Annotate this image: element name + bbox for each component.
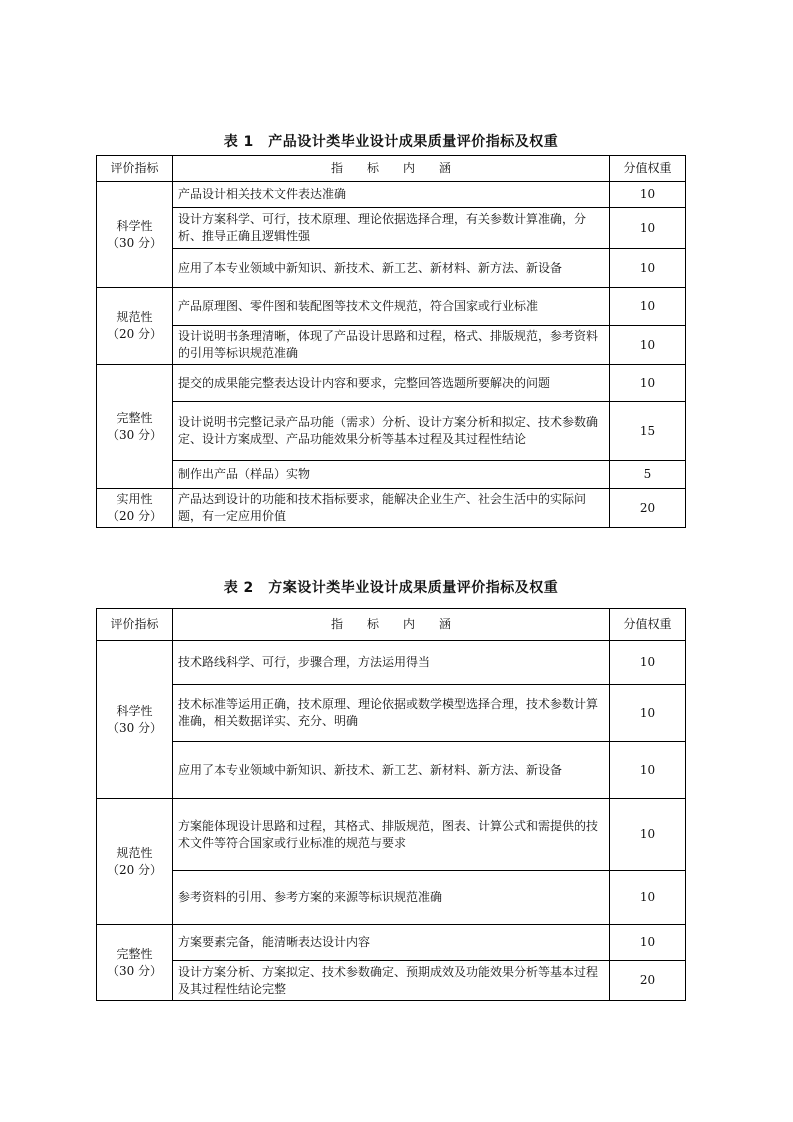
category-cell [97,925,173,1001]
header-weight: 分值权重 [610,609,686,641]
table-row [97,961,686,1001]
category-name: 规范性 [116,310,153,324]
content-cell: 制作出产品（样品）实物 [173,461,610,489]
content-cell: 参考资料的引用、参考方案的来源等标识规范准确 [173,871,610,925]
weight-cell: 10 [610,365,686,402]
content-cell: 应用了本专业领域中新知识、新技术、新工艺、新材料、新方法、新设备 [173,742,610,799]
table1-title: 表 1 产品设计类毕业设计成果质量评价指标及权重 [223,134,559,150]
table-row [97,402,686,461]
table-row [97,461,686,489]
weight-cell: 10 [610,249,686,288]
category-score: （20 分） [106,509,163,523]
category-cell [97,288,173,365]
content-cell: 产品设计相关技术文件表达准确 [173,182,610,208]
category-cell [97,489,173,528]
weight-cell: 10 [610,685,686,742]
header-indicator: 评价指标 [97,609,173,641]
table-row [97,208,686,249]
category-score: （30 分） [106,963,163,978]
table-row [97,326,686,365]
content-cell: 产品原理图、零件图和装配图等技术文件规范，符合国家或行业标准 [173,288,610,326]
table-row [97,925,686,961]
category-score: （30 分） [106,720,163,735]
content-cell: 应用了本专业领域中新知识、新技术、新工艺、新材料、新方法、新设备 [173,249,610,288]
content-cell: 技术标准等运用正确，技术原理、理论依据或数学模型选择合理，技术参数计算准确，相关数据详实、充分、明确 [173,685,610,742]
weight-cell: 20 [610,489,686,528]
weight-cell: 10 [610,182,686,208]
category-name: 完整性 [116,410,153,425]
header-indicator: 评价指标 [97,156,173,182]
table-row [97,871,686,925]
weight-cell: 10 [610,326,686,365]
table-row [97,489,686,528]
table2-title: 表 2 方案设计类毕业设计成果质量评价指标及权重 [223,580,559,596]
table-row [97,742,686,799]
table-row [97,799,686,871]
category-cell [97,641,173,799]
content-cell: 设计方案分析、方案拟定、技术参数确定、预期成效及功能效果分析等基本过程及其过程性结论完整 [173,961,610,1001]
weight-cell: 15 [610,402,686,461]
content-cell: 设计说明书条理清晰，体现了产品设计思路和过程，格式、排版规范，参考资料的引用等标识规范准确 [173,326,610,365]
content-cell: 方案能体现设计思路和过程，其格式、排版规范，图表、计算公式和需提供的技术文件等符合国家或行业标准的规范与要求 [173,799,610,871]
weight-cell: 10 [610,742,686,799]
table-row [97,641,686,685]
header-content: 指 标 内 涵 [173,156,610,182]
content-cell: 提交的成果能完整表达设计内容和要求，完整回答选题所要解决的问题 [173,365,610,402]
table2-header-row [97,609,686,641]
weight-cell: 10 [610,288,686,326]
table-row [97,182,686,208]
weight-cell: 10 [610,208,686,249]
table1 [96,155,686,528]
category-name: 实用性 [116,492,153,506]
category-score: （20 分） [106,862,163,877]
content-cell: 设计方案科学、可行，技术原理、理论依据选择合理，有关参数计算准确，分析、推导正确且逻辑性强 [173,208,610,249]
category-score: （30 分） [106,235,163,250]
table1-header-row [97,156,686,182]
header-weight: 分值权重 [610,156,686,182]
weight-cell: 20 [610,961,686,1001]
category-name: 科学性 [116,703,153,718]
weight-cell: 10 [610,799,686,871]
category-cell [97,799,173,925]
category-score: （30 分） [106,427,163,442]
weight-cell: 10 [610,641,686,685]
category-cell [97,365,173,489]
table-row [97,685,686,742]
content-cell: 设计说明书完整记录产品功能（需求）分析、设计方案分析和拟定、技术参数确定、设计方案成型、产品功能效果分析等基本过程及其过程性结论 [173,402,610,461]
weight-cell: 10 [610,925,686,961]
content-cell: 技术路线科学、可行，步骤合理，方法运用得当 [173,641,610,685]
category-name: 科学性 [116,218,153,233]
content-cell: 产品达到设计的功能和技术指标要求，能解决企业生产、社会生活中的实际问题，有一定应用价值 [173,489,610,528]
table2 [96,608,686,1001]
table-row [97,249,686,288]
table-row [97,288,686,326]
header-content: 指 标 内 涵 [173,609,610,641]
weight-cell: 5 [610,461,686,489]
table-row [97,365,686,402]
category-name: 规范性 [116,845,153,860]
category-cell [97,182,173,288]
category-score: （20 分） [106,327,163,341]
weight-cell: 10 [610,871,686,925]
category-name: 完整性 [116,946,153,961]
content-cell: 方案要素完备，能清晰表达设计内容 [173,925,610,961]
